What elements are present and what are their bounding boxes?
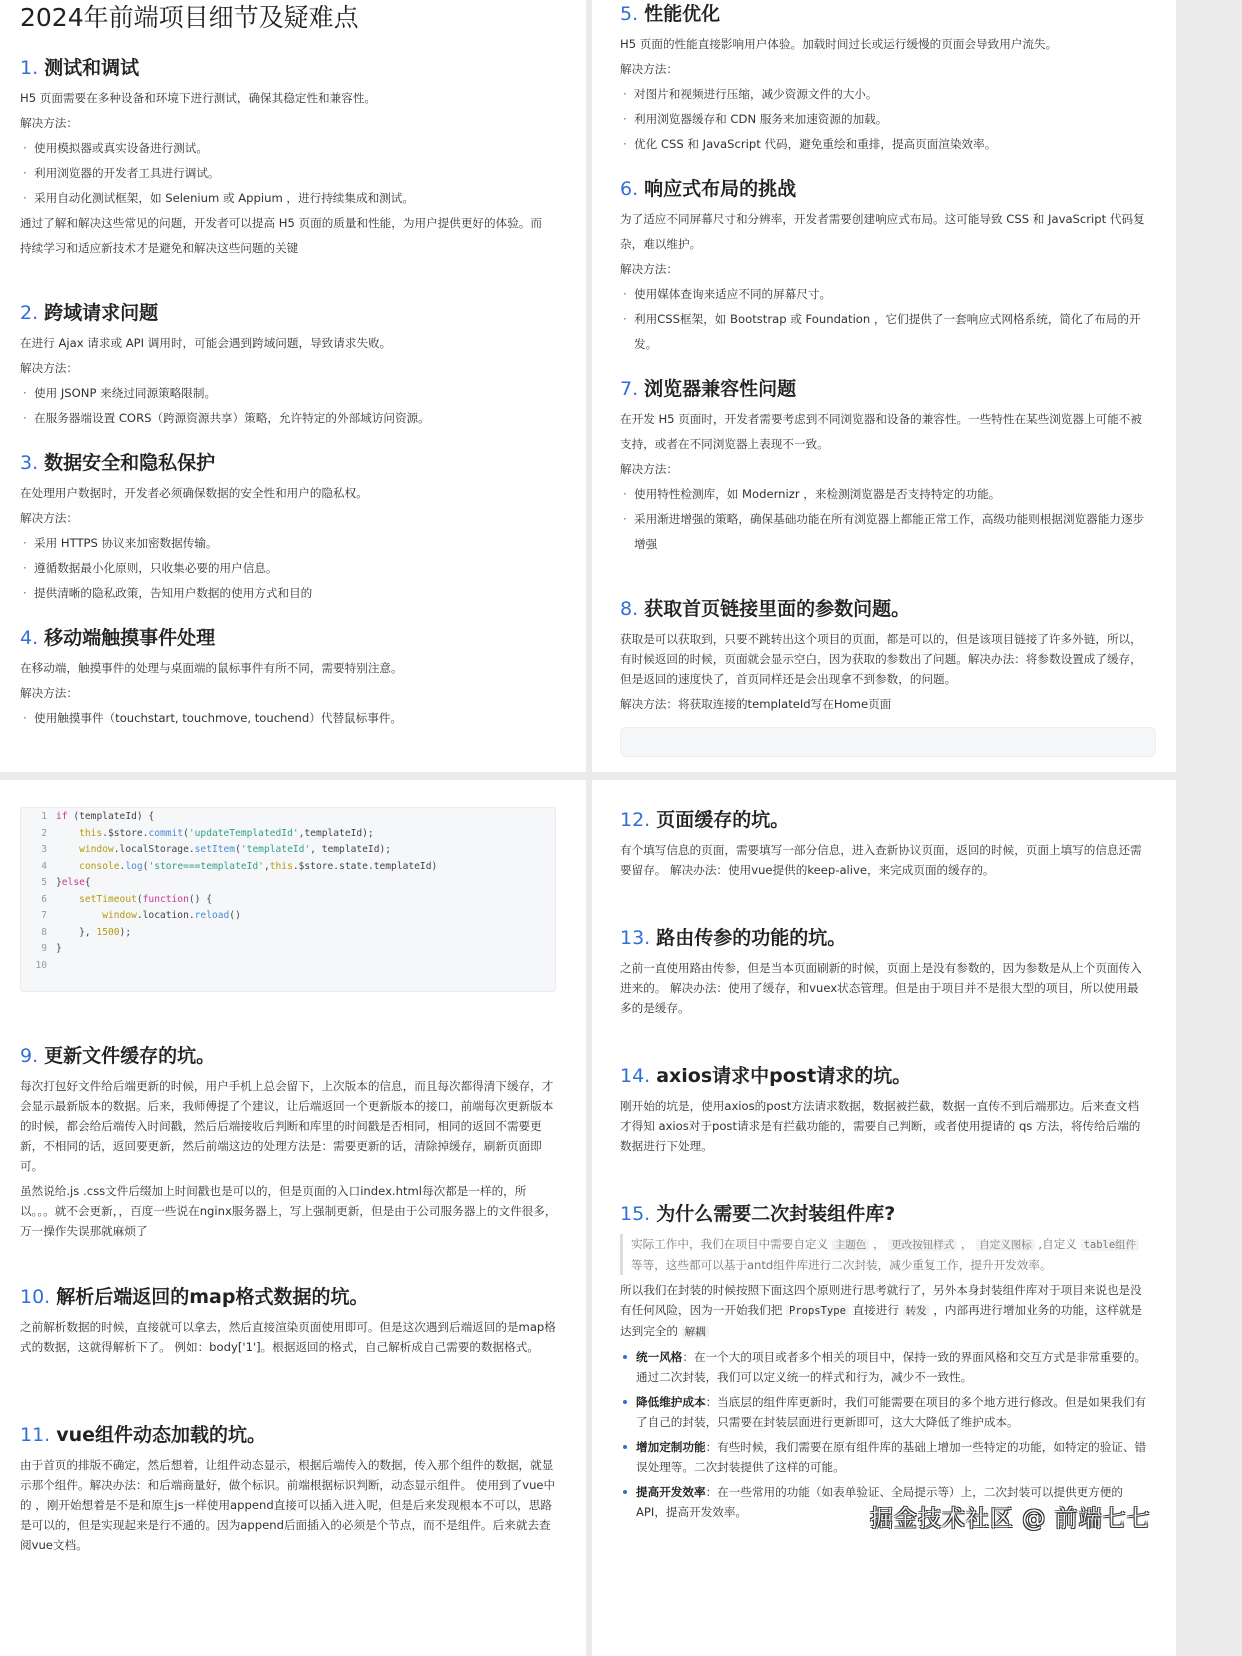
code-line (21, 859, 555, 876)
code-token: ,templateId); (298, 827, 374, 839)
text-run: 所以我们在封装的时候按照下面这四个原则进行思考就行了，另外本身封装组件库对于项目来说也是没有任何风险，因为一开始我们把 (620, 1283, 1142, 1317)
code-text (56, 925, 131, 942)
line-number: 6 (41, 893, 47, 905)
paragraph: 解决方法： (20, 686, 78, 700)
section-number: 10. (20, 1286, 51, 1308)
section-title: 解析后端返回的map格式数据的坑。 (56, 1286, 369, 1308)
list-item-text: ：当底层的组件库更新时，我们可能需要在项目的多个地方进行修改。但是如果我们有了自己的封装，只需要在封装层面进行更新即可，这大大降低了维护成本。 (636, 1395, 1147, 1429)
inline-code: PropsType (786, 1305, 849, 1317)
section-title: 跨域请求问题 (44, 302, 159, 324)
code-text (56, 826, 374, 843)
code-line (21, 875, 555, 892)
paragraph: 解决方法： (20, 511, 78, 525)
section-heading (620, 925, 1150, 951)
section-title: 为什么需要二次封装组件库? (656, 1203, 896, 1225)
section-title: 性能优化 (644, 3, 721, 25)
code-line (21, 892, 555, 909)
paragraph: 解决方法： (620, 62, 678, 76)
text-run: 等等，这些都可以基于antd组件库进行二次封装，减少重复工作，提升开发效率。 (631, 1258, 1052, 1272)
line-number: 10 (35, 959, 47, 971)
list-item: · 优化 CSS 和 JavaScript 代码，避免重绘和重排，提高页面渲染效率。 (620, 132, 1150, 157)
text-run: ， (869, 1237, 889, 1251)
code-text (56, 941, 62, 958)
code-token: else (61, 877, 85, 888)
code-token: setItem (194, 844, 236, 855)
code-token: .localStorage. (113, 844, 195, 855)
code-token: window (102, 910, 137, 921)
section (620, 807, 1150, 880)
list-item: · 在服务器端设置 CORS（跨源资源共享）策略，允许特定的外部域访问资源。 (20, 406, 560, 431)
section-number: 11. (20, 1424, 51, 1446)
section-heading (20, 1284, 560, 1310)
code-token: 'updateTemplatedId' (188, 827, 299, 839)
section-heading (620, 596, 1150, 622)
section (20, 450, 560, 606)
paragraph: 在移动端，触摸事件的处理与桌面端的鼠标事件有所不同，需要特别注意。 (20, 661, 403, 675)
section-title: 数据安全和隐私保护 (44, 452, 216, 474)
section-number: 2. (20, 302, 39, 324)
list-item-lead: 提高开发效率 (636, 1485, 706, 1499)
code-line (21, 958, 555, 975)
paragraph: 通过了解和解决这些常见的问题，开发者可以提高 H5 页面的质量和性能，为用户提供更好的体验。而 (20, 216, 542, 230)
section (20, 1422, 560, 1555)
line-number: 2 (41, 827, 47, 839)
code-token: console (79, 860, 120, 872)
list-item (620, 1392, 1150, 1432)
section-heading (20, 1422, 560, 1448)
paragraph: 解决方法：将获取连接的templateId写在Home页面 (620, 697, 892, 711)
code-token: , templateId); (310, 844, 392, 855)
list-item: · 使用特性检测库，如 Modernizr ，来检测浏览器是否支持特定的功能。 (620, 482, 1150, 507)
code-token: } (56, 877, 62, 888)
code-text (56, 892, 212, 909)
list-item-lead: 降低维护成本 (636, 1395, 706, 1409)
document-title: 2024年前端项目细节及疑难点 (20, 3, 359, 32)
list-item-text: ：在一些常用的功能（如表单验证、全局提示等）上，二次封装可以提供更方便的API，提高开发效率。 (636, 1485, 1123, 1519)
paragraph: 有个填写信息的页面，需要填写一部分信息，进入查新协议页面，返回的时候，页面上填写的信息还需要留存。 解决办法：使用vue提供的keep-alive，来完成页面的缓存的。 (620, 843, 1142, 877)
paragraph: 在处理用户数据时，开发者必须确保数据的安全性和用户的隐私权。 (20, 486, 368, 500)
section (620, 1, 1150, 157)
section-heading (620, 1063, 1150, 1089)
code-token: { (84, 877, 91, 888)
line-number: 3 (41, 844, 47, 855)
list-item: · 使用 JSONP 来绕过同源策略限制。 (20, 381, 560, 406)
section-number: 4. (20, 627, 39, 649)
paragraph: 为了适应不同屏幕尺寸和分辨率，开发者需要创建响应式布局。这可能导致 CSS 和 JavaScript 代码复杂，难以维护。 (620, 212, 1145, 251)
code-token: } (56, 943, 62, 954)
code-token: ( (136, 893, 143, 905)
code-token (56, 861, 79, 872)
section-number: 12. (620, 809, 651, 831)
list-item: · 使用媒体查询来适应不同的屏幕尺寸。 (620, 282, 1150, 307)
paragraph: 支持，或者在不同浏览器上表现不一致。 (620, 437, 829, 451)
list-item-lead: 增加定制功能 (636, 1440, 706, 1454)
code-token: }, (56, 926, 97, 938)
section-number: 9. (20, 1045, 39, 1067)
list-item-text: ：在一个大的项目或者多个相关的项目中，保持一致的界面风格和交互方式是非常重要的。通过二次封装，我们可以定义统一的样式和行为，减少不一致性。 (636, 1350, 1147, 1384)
list-item (620, 1347, 1150, 1387)
code-token: ( (183, 827, 189, 839)
code-token: ( (235, 844, 241, 855)
code-token: reload (194, 910, 230, 921)
section-title: 浏览器兼容性问题 (644, 378, 797, 400)
section-number: 6. (620, 178, 639, 200)
section-title: 路由传参的功能的坑。 (656, 927, 847, 949)
paragraph: 虽然说给.js .css文件后缀加上时间戳也是可以的，但是页面的入口index.html每次都是一样的，所以。。。就不会更新，，百度一些说在nginx服务器上，写上强制更新，但是由于公司服务器上的文件很多，万一操作失误那就麻烦了 (20, 1184, 557, 1238)
code-token: this (79, 827, 103, 839)
paragraph: 在开发 H5 页面时，开发者需要考虑到不同浏览器和设备的兼容性。一些特性在某些浏览器上可能不被 (620, 412, 1142, 426)
section-title: 页面缓存的坑。 (656, 809, 790, 831)
line-number: 8 (41, 926, 47, 938)
code-token: 'store===templateId' (148, 860, 264, 872)
paragraph: 由于首页的排版不确定，然后想着，让组件动态显示，根据后端传入的数据，传入那个组件的数据，就显示那个组件。解决办法：和后端商量好，做个标识。前端根据标识判断，动态显示组件。 使用到了vue中的 ，刚开始想着是不是和原生js一样使用append直接可以插入进入呢，但是后来发现根本不可以，思路是可以的，但是实现起来是行不通的。因为append后面插入的必须是个节点，而不是组件。后来就去查阅vue文档。 (20, 1458, 556, 1552)
section-heading (20, 450, 560, 476)
section-number: 7. (620, 378, 639, 400)
section-heading (620, 1, 1150, 27)
section-heading (620, 1201, 1150, 1227)
list-item: · 使用触摸事件（touchstart, touchmove, touchend）代替鼠标事件。 (20, 706, 560, 731)
code-token: 'templateId' (240, 844, 311, 855)
section-title: 获取首页链接里面的参数问题。 (644, 598, 911, 620)
section-number: 13. (620, 927, 651, 949)
code-token: . (119, 860, 126, 872)
code-token: window (79, 844, 114, 855)
paragraph: 解决方法： (20, 116, 78, 130)
section-heading (620, 176, 1150, 202)
paragraph: 之前一直使用路由传参，但是当本页面刷新的时候，页面上是没有参数的，因为参数是从上个页面传入进来的。 解决办法：使用了缓存，和vuex状态管理。但是由于项目并不是很大型的项目，所以使用最多的是缓存。 (620, 961, 1142, 1015)
inline-code: 解耦 (682, 1326, 709, 1338)
section-title: 测试和调试 (44, 57, 140, 79)
list-item: · 利用浏览器缓存和 CDN 服务来加速资源的加载。 (620, 107, 1150, 132)
section (20, 1284, 560, 1357)
inline-code: 更改按钮样式 (888, 1239, 957, 1251)
list-item-text: ：有些时候，我们需要在原有组件库的基础上增加一些特定的功能，如特定的验证、错误处理等。二次封装提供了这样的可能。 (636, 1440, 1147, 1474)
paragraph: 解决方法： (20, 361, 78, 375)
section-number: 8. (620, 598, 639, 620)
code-token: 1500 (96, 926, 120, 938)
code-token (56, 910, 102, 921)
section-number: 1. (20, 57, 39, 79)
section (20, 1043, 560, 1241)
code-token: setTimeout (79, 893, 137, 905)
list-item: · 使用模拟器或真实设备进行测试。 (20, 136, 560, 161)
text-run: ， (957, 1237, 977, 1251)
section-title: axios请求中post请求的坑。 (656, 1065, 912, 1087)
code-token: this (269, 860, 293, 872)
section-title: 更新文件缓存的坑。 (44, 1045, 216, 1067)
paragraph: 获取是可以获取到，只要不跳转出这个项目的页面，都是可以的，但是该项目链接了许多外链，所以，有时候返回的时候，页面就会显示空白，因为获取的参数出了问题。解决办法：将参数设置成了缓存，但是返回的速度快了，首页同样还是会出现拿不到参数，的问题。 (620, 632, 1142, 686)
code-token: () { (188, 893, 212, 905)
code-token (56, 828, 79, 839)
code-text (56, 809, 154, 826)
section-heading (20, 55, 560, 81)
list-item: · 对图片和视频进行压缩，减少资源文件的大小。 (620, 82, 1150, 107)
section-heading (20, 1043, 560, 1069)
paragraph: 解决方法： (620, 262, 678, 276)
section-title: 移动端触摸事件处理 (44, 627, 216, 649)
section-heading (620, 807, 1150, 833)
code-token: .location. (136, 910, 195, 921)
code-token: .$store. (102, 827, 149, 839)
code-line (21, 842, 555, 859)
section (620, 176, 1150, 357)
line-number: 7 (41, 910, 47, 921)
code-text (56, 842, 391, 859)
section (620, 596, 1150, 714)
section (620, 925, 1150, 1018)
section (620, 1063, 1150, 1156)
paragraph (620, 1280, 1150, 1342)
section-title: 响应式布局的挑战 (644, 178, 797, 200)
code-text (56, 875, 91, 892)
panel-top-left (0, 0, 586, 772)
list-item: · 遵循数据最小化原则，只收集必要的用户信息。 (20, 556, 560, 581)
code-line (21, 925, 555, 942)
inline-code: 自定义图标 (976, 1239, 1035, 1251)
code-token: .$store.state.templateId) (292, 860, 438, 872)
code-token: commit (148, 827, 184, 839)
section-number: 14. (620, 1065, 651, 1087)
blockquote (620, 1234, 1150, 1275)
paragraph: H5 页面需要在多种设备和环境下进行测试，确保其稳定性和兼容性。 (20, 91, 377, 105)
inline-code: 主题色 (832, 1239, 870, 1251)
paragraph: 之前解析数据的时候，直接就可以拿去，然后直接渲染页面使用即可。但是这次遇到后端返回的是map格式的数据，这就得解析下了。 例如：body['1']。根据返回的格式，自己解析成自己需要的数据格式。 (20, 1320, 556, 1354)
paragraph: 在进行 Ajax 请求或 API 调用时，可能会遇到跨域问题，导致请求失败。 (20, 336, 392, 350)
code-token: () (229, 910, 241, 921)
code-line (21, 826, 555, 843)
code-token (56, 844, 79, 855)
section-number: 5. (620, 3, 639, 25)
code-block (20, 807, 556, 992)
code-block-preview (620, 727, 1156, 757)
paragraph: 解决方法： (620, 462, 678, 476)
list-item: · 采用 HTTPS 协议来加密数据传输。 (20, 531, 560, 556)
section (20, 625, 560, 731)
paragraph: 刚开始的坑是，使用axios的post方法请求数据，数据被拦截，数据一直传不到后端那边。后来查文档才得知 axios对于post请求是有拦截功能的，需要自己判断，或者使用提请的 qs 方法，将传给后端的数据进行下处理。 (620, 1099, 1141, 1153)
line-number: 5 (41, 877, 47, 888)
text-run: 直接进行 (848, 1303, 903, 1317)
watermark: 掘金技术社区 @ 前端七七 (870, 1506, 1151, 1532)
code-line (21, 809, 555, 826)
list-item: · 采用自动化测试框架，如 Selenium 或 Appium ，进行持续集成和测试。 (20, 186, 560, 211)
code-token: , (263, 860, 270, 872)
section (620, 376, 1150, 557)
list-item: · 利用浏览器的开发者工具进行调试。 (20, 161, 560, 186)
section (620, 1201, 1150, 1522)
list-item: · 提供清晰的隐私政策，告知用户数据的使用方式和目的 (20, 581, 560, 606)
section-number: 15. (620, 1203, 651, 1225)
list-item-lead: 统一风格 (636, 1350, 683, 1364)
code-line (21, 941, 555, 958)
paragraph: H5 页面的性能直接影响用户体验。加载时间过长或运行缓慢的页面会导致用户流失。 (620, 37, 1058, 51)
inline-code: table组件 (1081, 1239, 1140, 1251)
section-title: vue组件动态加载的坑。 (56, 1424, 267, 1446)
code-token: ( (142, 860, 149, 872)
panel-top-right (592, 0, 1176, 772)
section-heading (20, 625, 560, 651)
code-line (21, 908, 555, 925)
text-run: 实际工作中，我们在项目中需要自定义 (631, 1237, 832, 1251)
code-token: function (142, 893, 189, 905)
text-run: ,自定义 (1034, 1237, 1081, 1251)
list-item: · 采用渐进增强的策略，确保基础功能在所有浏览器上都能正常工作，高级功能则根据浏览器能力逐步增强 (620, 507, 1150, 557)
paragraph: 每次打包好文件给后端更新的时候，用户手机上总会留下，上次版本的信息，而且每次都得清下缓存，才会显示最新版本的数据。后来，我师傅提了个建议，让后端返回一个更新版本的接口，前端每次更新版本的时候，都会给后端传入时间戳，然后后端接收后判断和库里的时间戳是否相同，相同的返回不需要更新，不相同的话，返回要更新，然后前端这边的处理方法是：需要更新的话，清除掉缓存，刷新页面即可。 (20, 1079, 554, 1173)
code-token: ); (119, 926, 132, 938)
section-heading (620, 376, 1150, 402)
section (20, 55, 560, 261)
code-token: if (56, 811, 68, 822)
code-text (56, 859, 437, 876)
code-token: log (125, 860, 143, 872)
line-number: 4 (41, 860, 47, 872)
line-number: 9 (41, 943, 47, 954)
list-item: · 利用CSS框架，如 Bootstrap 或 Foundation ，它们提供了一套响应式网格系统，简化了布局的开发。 (620, 307, 1150, 357)
code-text (56, 908, 241, 925)
code-token: (templateId) { (67, 811, 155, 822)
section-heading (20, 300, 560, 326)
section-number: 3. (20, 452, 39, 474)
paragraph: 持续学习和适应新技术才是避免和解决这些问题的关键 (20, 241, 299, 255)
text-run: ，内部再进行增加业务的功能，这样就是达到完全的 (620, 1303, 1143, 1338)
panel-bottom-left (0, 780, 586, 1656)
inline-code: 转发 (903, 1305, 930, 1317)
list-item (620, 1437, 1150, 1477)
code-token (56, 894, 79, 905)
section (20, 300, 560, 431)
line-number: 1 (41, 811, 47, 822)
